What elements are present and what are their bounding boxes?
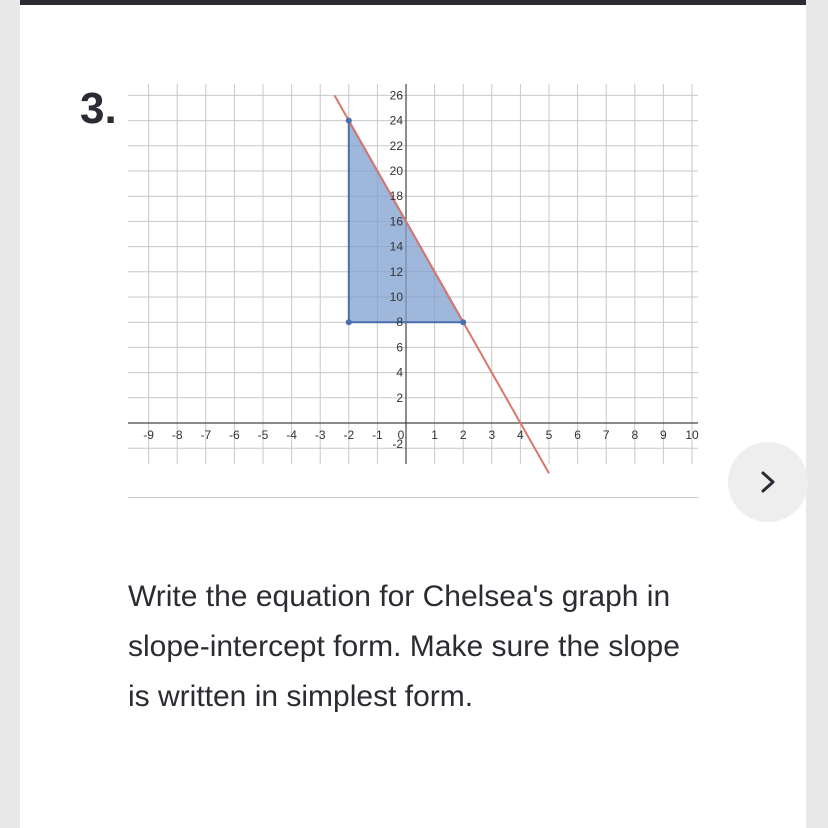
y-tick-label: 18 xyxy=(389,189,403,204)
x-tick-label: 0 xyxy=(397,428,405,442)
divider xyxy=(128,497,698,498)
x-tick-label: 9 xyxy=(660,428,667,442)
chevron-right-icon xyxy=(757,471,779,493)
x-tick-label: 6 xyxy=(574,428,581,442)
x-tick-label: -8 xyxy=(171,428,183,442)
y-tick-label: 20 xyxy=(389,164,403,178)
triangle-vertex xyxy=(346,319,352,325)
x-tick-label: 5 xyxy=(545,428,553,442)
x-tick-label: -3 xyxy=(314,428,326,442)
y-tick-label: 4 xyxy=(396,365,403,380)
x-tick-label: 10 xyxy=(685,428,699,442)
x-tick-label: -7 xyxy=(200,428,212,442)
x-tick-label: -6 xyxy=(229,428,240,442)
x-tick-label: -5 xyxy=(257,428,269,442)
x-tick-label: -4 xyxy=(286,428,297,442)
x-tick-label: 4 xyxy=(517,428,524,442)
y-tick-label: 10 xyxy=(389,290,403,304)
y-tick-label: 14 xyxy=(389,239,403,254)
y-tick-label: 12 xyxy=(389,264,403,279)
x-tick-label: 7 xyxy=(602,428,610,442)
x-tick-label: 2 xyxy=(459,428,467,442)
y-tick-label: 2 xyxy=(396,390,403,405)
x-tick-label: -1 xyxy=(372,428,383,442)
y-tick-label: 24 xyxy=(389,113,403,128)
x-tick-label: 1 xyxy=(431,428,438,442)
y-tick-label: 16 xyxy=(389,214,403,229)
triangle-vertex xyxy=(346,118,352,124)
triangle-vertex xyxy=(460,319,466,325)
x-tick-label: -9 xyxy=(143,428,154,442)
y-tick-label: 26 xyxy=(389,88,403,103)
y-tick-label: -2 xyxy=(392,437,403,452)
next-button[interactable] xyxy=(728,442,808,522)
y-tick-label: 8 xyxy=(396,315,403,330)
question-number: 3. xyxy=(80,84,117,133)
y-tick-label: 6 xyxy=(396,340,403,355)
question-prompt: Write the equation for Chelsea's graph in slope-intercept form. Make sure the slope is written in simplest form. xyxy=(128,580,680,713)
x-tick-label: -2 xyxy=(343,428,355,442)
x-tick-label: 8 xyxy=(631,428,639,442)
x-tick-label: 3 xyxy=(488,428,496,442)
y-tick-label: 22 xyxy=(389,138,403,153)
